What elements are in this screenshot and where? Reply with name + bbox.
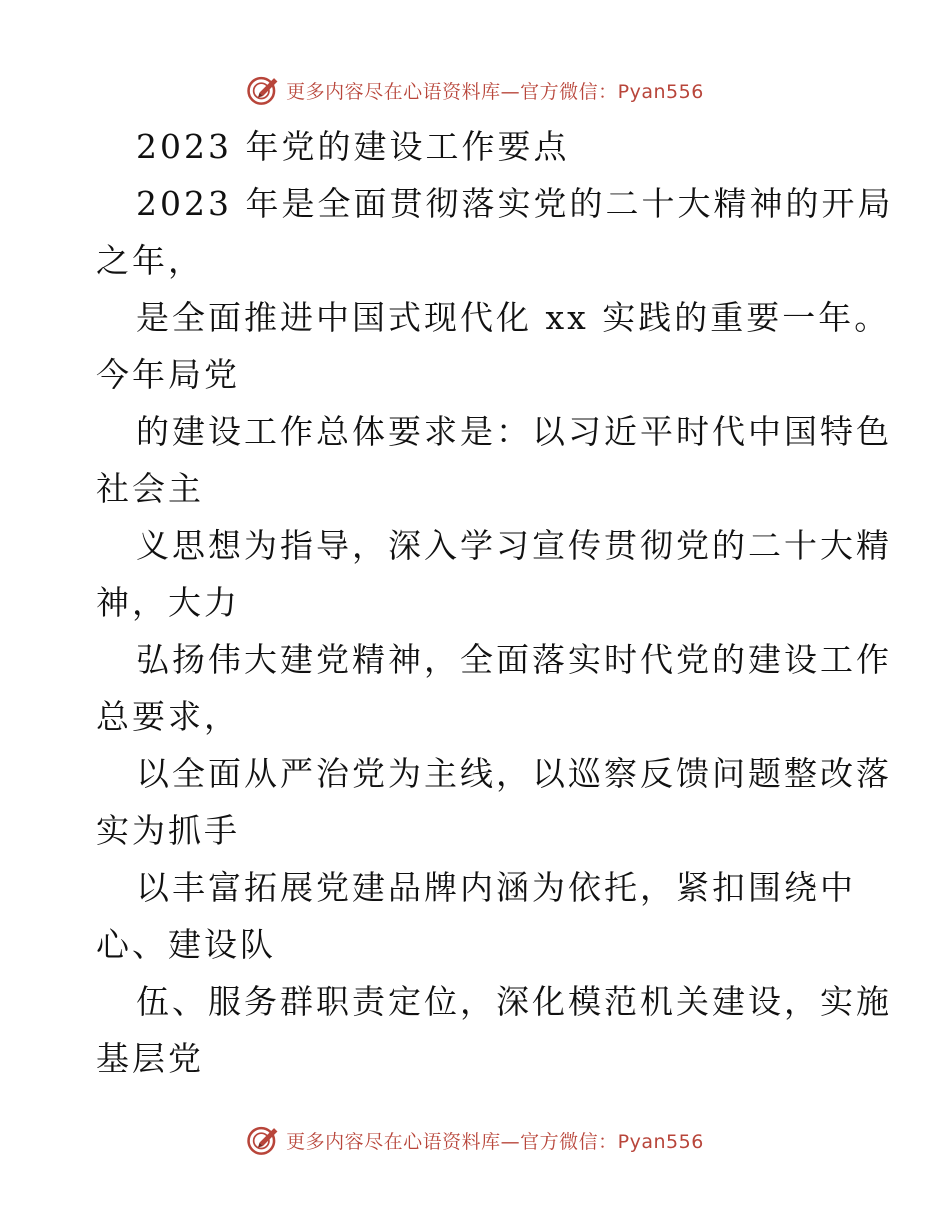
doc-line: 伍、服务群职责定位，深化模范机关建设，实施 [136, 982, 892, 1021]
pen-seal-icon [246, 73, 280, 107]
doc-line: 今年局党 [96, 355, 240, 394]
doc-line: 2023 年是全面贯彻落实党的二十大精神的开局 [136, 184, 894, 223]
doc-line: 的建设工作总体要求是：以习近平时代中国特色 [136, 412, 892, 451]
doc-line: 实为抓手 [96, 811, 240, 850]
pen-seal-icon [246, 1123, 280, 1157]
doc-line: 总要求， [96, 697, 240, 736]
watermark-text: 更多内容尽在心语资料库—官方微信：Pyan556 [286, 80, 704, 103]
doc-line: 神，大力 [96, 583, 240, 622]
doc-line: 基层党 [96, 1039, 204, 1078]
doc-title: 2023 年党的建设工作要点 [136, 127, 570, 166]
watermark-text: 更多内容尽在心语资料库—官方微信：Pyan556 [286, 1130, 704, 1153]
doc-line: 之年， [96, 241, 204, 280]
footer-watermark [0, 1120, 950, 1160]
doc-line: 义思想为指导，深入学习宣传贯彻党的二十大精 [136, 526, 892, 565]
doc-line: 以丰富拓展党建品牌内涵为依托，紧扣围绕中 [136, 868, 856, 907]
header-watermark [0, 70, 950, 110]
doc-line: 弘扬伟大建党精神，全面落实时代党的建设工作 [136, 640, 892, 679]
doc-line: 社会主 [96, 469, 204, 508]
doc-line: 是全面推进中国式现代化 xx 实践的重要一年。 [136, 298, 891, 337]
doc-line: 心、建设队 [96, 925, 276, 964]
document-body [96, 118, 894, 1087]
doc-line: 以全面从严治党为主线，以巡察反馈问题整改落 [136, 754, 892, 793]
